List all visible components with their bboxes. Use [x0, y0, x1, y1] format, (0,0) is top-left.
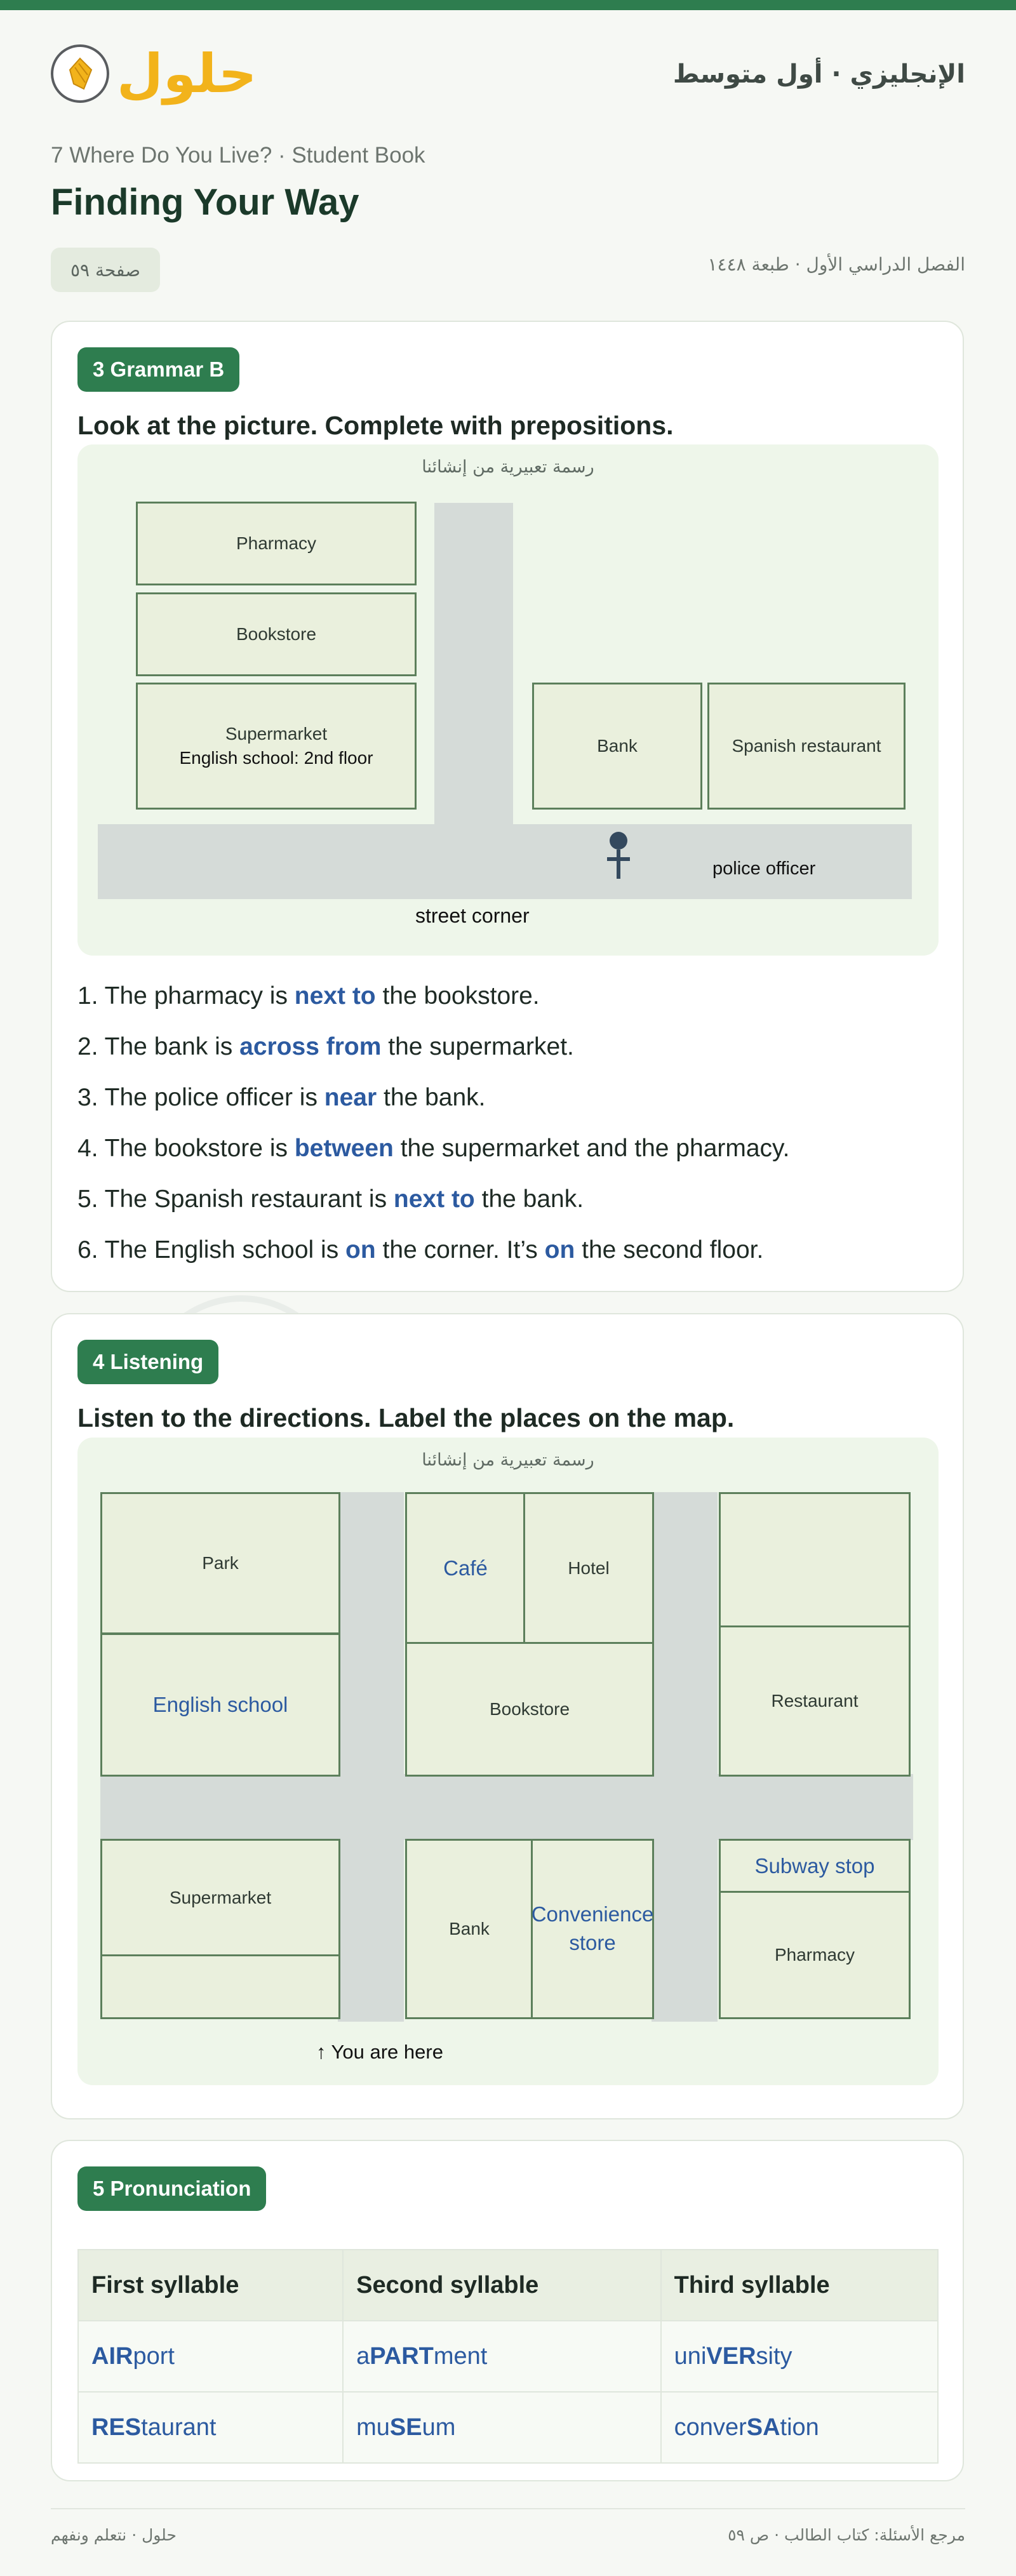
footer-tagline: حلول · نتعلم ونفهم — [51, 2526, 177, 2544]
sentence-4 — [77, 1135, 789, 1163]
word-cell — [78, 2321, 343, 2392]
map-street-vertical-left — [338, 1492, 404, 2022]
grammar-section-pill: 3 Grammar B — [77, 347, 239, 392]
unit-line: 7 Where Do You Live? · Student Book — [51, 143, 425, 168]
sentence-text: the corner. It’s — [382, 1236, 538, 1264]
sentence-text: the bank. — [481, 1185, 584, 1213]
map-cafe — [405, 1492, 526, 1645]
map-empty-lot-bottom-left — [100, 1954, 340, 2019]
preposition-answer: between — [294, 1135, 394, 1162]
preposition-answer: near — [324, 1084, 377, 1111]
subject-title: الإنجليزي · أول متوسط — [672, 60, 965, 89]
preposition-answer: on — [345, 1236, 376, 1264]
hotel-label: Hotel — [568, 1558, 610, 1578]
bank-label: Bank — [597, 736, 638, 756]
sentence-3 — [77, 1084, 486, 1112]
sentence-2 — [77, 1033, 574, 1061]
map-park — [100, 1492, 340, 1634]
police-officer-label: police officer — [712, 858, 816, 879]
map-subway-stop — [719, 1839, 911, 1893]
bank-building — [532, 683, 702, 810]
pronunciation-section-pill: 5 Pronunciation — [77, 2166, 266, 2211]
sentence-number: 6. — [77, 1236, 98, 1264]
sentence-6 — [77, 1236, 763, 1264]
unstressed-part: uni — [674, 2342, 707, 2370]
sentence-number: 1. — [77, 982, 98, 1010]
page-header — [51, 41, 965, 117]
preposition-answer: next to — [393, 1185, 475, 1213]
logo-text: حلول — [117, 43, 257, 105]
column-header: First syllable — [78, 2250, 343, 2321]
bank-map-label: Bank — [449, 1919, 490, 1939]
preposition-answer: next to — [294, 982, 376, 1010]
stressed-syllable: AIR — [91, 2342, 133, 2370]
stressed-syllable: SA — [746, 2413, 780, 2441]
map-pharmacy — [719, 1891, 911, 2019]
unstressed-part: tion — [780, 2413, 819, 2441]
word-cell — [661, 2321, 938, 2392]
bookstore-building — [136, 592, 417, 676]
unstressed-part: ment — [433, 2342, 488, 2370]
sentence-text: The English school is — [104, 1236, 339, 1264]
bookstore-map-label: Bookstore — [489, 1699, 570, 1719]
map-street-vertical-right — [652, 1492, 718, 2022]
unstressed-part: mu — [356, 2413, 390, 2441]
pharmacy-building — [136, 502, 417, 585]
unstressed-part: port — [133, 2342, 175, 2370]
preposition-answer: across from — [239, 1033, 382, 1060]
pharmacy-map-label: Pharmacy — [774, 1945, 855, 1965]
english-school-label: English school: 2nd floor — [179, 748, 373, 768]
map-convenience-store — [531, 1839, 654, 2019]
footer-reference: مرجع الأسئلة: كتاب الطالب · ص ٥٩ — [728, 2526, 965, 2544]
sentence-number: 4. — [77, 1135, 98, 1162]
table-row — [78, 2321, 938, 2392]
sentence-text: The Spanish restaurant is — [104, 1185, 387, 1213]
police-officer-icon — [605, 832, 632, 883]
word-cell — [343, 2392, 661, 2463]
park-label: Park — [202, 1553, 239, 1573]
sentence-text: The police officer is — [104, 1084, 318, 1111]
unstressed-part: um — [422, 2413, 456, 2441]
listening-card — [51, 1313, 964, 2119]
column-header: Second syllable — [343, 2250, 661, 2321]
you-are-here-label: ↑ You are here — [316, 2041, 443, 2063]
pronunciation-card — [51, 2140, 964, 2481]
sentence-number: 5. — [77, 1185, 98, 1213]
sentence-5 — [77, 1185, 584, 1213]
listening-map — [77, 1438, 939, 2085]
word-cell — [78, 2392, 343, 2463]
sentence-number: 3. — [77, 1084, 98, 1111]
listening-section-pill: 4 Listening — [77, 1340, 218, 1384]
listening-map-caption: رسمة تعبيرية من إنشائنا — [422, 1450, 594, 1470]
spanish-restaurant-label: Spanish restaurant — [732, 736, 881, 756]
sentence-text: the second floor. — [582, 1236, 764, 1264]
supermarket-label: Supermarket — [225, 724, 328, 744]
sentence-text: The bank is — [104, 1033, 233, 1060]
pharmacy-label: Pharmacy — [236, 533, 317, 554]
page-title: Finding Your Way — [51, 182, 359, 223]
preposition-answer: on — [544, 1236, 575, 1264]
english-school-answer: English school — [152, 1692, 288, 1716]
street-corner-label: street corner — [415, 904, 530, 927]
sentence-text: the supermarket and the pharmacy. — [400, 1135, 790, 1162]
subway-stop-answer: Subway stop — [754, 1853, 875, 1878]
unstressed-part: sity — [756, 2342, 792, 2370]
map-supermarket — [100, 1839, 340, 1957]
spanish-restaurant-building — [707, 683, 906, 810]
supermarket-building — [136, 683, 417, 810]
map-restaurant — [719, 1625, 911, 1777]
sentence-text: the bookstore. — [382, 982, 540, 1010]
map-english-school — [100, 1633, 340, 1777]
sentence-text: The pharmacy is — [104, 982, 288, 1010]
unstressed-part: a — [356, 2342, 370, 2370]
top-accent-bar — [0, 0, 1016, 10]
supermarket-map-label: Supermarket — [169, 1888, 272, 1908]
cafe-answer: Café — [443, 1556, 488, 1580]
grammar-instruction: Look at the picture. Complete with prepositions. — [77, 411, 674, 440]
map-street-horizontal — [100, 1774, 913, 1840]
map-bookstore — [405, 1642, 654, 1777]
logo-emblem-icon — [51, 44, 109, 103]
grammar-card — [51, 321, 964, 1292]
sentence-text: the bank. — [384, 1084, 486, 1111]
grammar-picture-caption: رسمة تعبيرية من إنشائنا — [422, 457, 594, 477]
stressed-syllable: PART — [370, 2342, 434, 2370]
table-header-row — [78, 2250, 938, 2321]
column-header: Third syllable — [661, 2250, 938, 2321]
unstressed-part: conver — [674, 2413, 747, 2441]
word-cell — [661, 2392, 938, 2463]
convenience-store-answer: Convenience store — [531, 1902, 654, 1954]
syllable-stress-table — [77, 2249, 939, 2464]
map-bank — [405, 1839, 533, 2019]
stressed-syllable: VER — [706, 2342, 756, 2370]
term-edition-line: الفصل الدراسي الأول · طبعة ١٤٤٨ — [707, 254, 965, 275]
word-cell — [343, 2321, 661, 2392]
page-number-badge: صفحة ٥٩ — [51, 248, 160, 292]
logo — [51, 44, 257, 103]
bookstore-label: Bookstore — [236, 624, 317, 644]
vertical-street — [434, 503, 513, 833]
sentence-text: The bookstore is — [104, 1135, 288, 1162]
grammar-picture — [77, 444, 939, 956]
unstressed-part: taurant — [141, 2413, 217, 2441]
sentence-1 — [77, 982, 540, 1010]
map-empty-lot-top-right — [719, 1492, 911, 1628]
stressed-syllable: RES — [91, 2413, 142, 2441]
footer-divider — [51, 2508, 965, 2509]
stressed-syllable: SE — [389, 2413, 422, 2441]
table-row — [78, 2392, 938, 2463]
listening-instruction: Listen to the directions. Label the places on the map. — [77, 1403, 735, 1432]
restaurant-label: Restaurant — [771, 1691, 859, 1711]
sentence-number: 2. — [77, 1033, 98, 1060]
sentence-text: the supermarket. — [388, 1033, 574, 1060]
map-hotel — [523, 1492, 654, 1645]
